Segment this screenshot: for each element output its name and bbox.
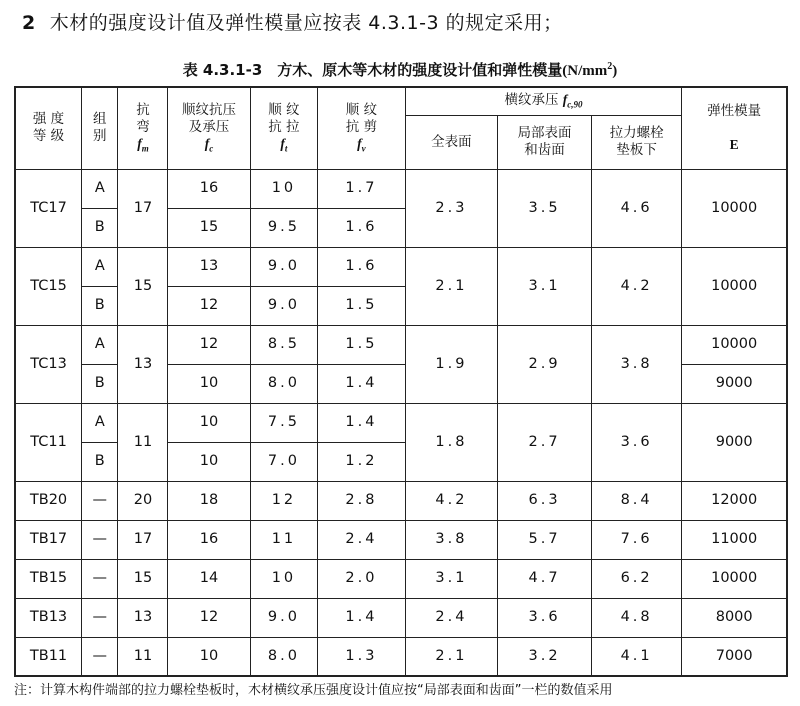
e-cell: 9000 (682, 364, 787, 403)
grade-cell: TC13 (15, 325, 82, 403)
fv-cell: 1.4 (318, 598, 405, 637)
e-cell: 7000 (682, 637, 787, 676)
table-row (15, 637, 787, 676)
section-text: 木材的强度设计值及弹性模量应按表 4.3.1-3 的规定采用； (49, 12, 563, 34)
header-full: 全表面 (405, 115, 498, 169)
group-cell: A (82, 247, 118, 286)
partial-cell: 3.1 (498, 247, 592, 325)
table-row (15, 481, 787, 520)
fc-cell: 12 (168, 598, 250, 637)
fc-cell: 14 (168, 559, 250, 598)
fc-cell: 10 (168, 442, 250, 481)
fm-cell: 20 (118, 481, 168, 520)
fc-cell: 13 (168, 247, 250, 286)
header-ft: 顺 纹 抗 拉 $f_t$ (250, 87, 318, 169)
header-fc: 顺纹抗压 及承压 $f_c$ (168, 87, 250, 169)
full-cell: 3.1 (405, 559, 498, 598)
fm-cell: 13 (118, 598, 168, 637)
fv-cell: 1.5 (318, 286, 405, 325)
fv-cell: 1.5 (318, 325, 405, 364)
header-fm: 抗 弯 $f_m$ (118, 87, 168, 169)
bolt-cell: 4.2 (591, 247, 682, 325)
grade-cell: TC11 (15, 403, 82, 481)
group-cell: A (82, 403, 118, 442)
bolt-cell: 6.2 (591, 559, 682, 598)
table-body (15, 169, 787, 676)
section-heading (22, 8, 563, 35)
bolt-cell: 4.1 (591, 637, 682, 676)
ft-cell: 8.5 (250, 325, 318, 364)
fv-cell: 1.6 (318, 208, 405, 247)
fv-cell: 1.6 (318, 247, 405, 286)
bolt-cell: 3.6 (591, 403, 682, 481)
full-cell: 4.2 (405, 481, 498, 520)
grade-cell: TB20 (15, 481, 82, 520)
e-cell: 10000 (682, 247, 787, 325)
bolt-cell: 7.6 (591, 520, 682, 559)
full-cell: 2.3 (405, 169, 498, 247)
section-number: 2 (22, 12, 36, 34)
header-e: 弹性模量 E (682, 87, 787, 169)
fm-cell: 15 (118, 247, 168, 325)
ft-cell: 7.5 (250, 403, 318, 442)
caption-title: 表 4.3.1-3 方木、原木等木材的强度设计值和弹性模量 (182, 61, 563, 79)
ft-cell: 8.0 (250, 364, 318, 403)
fm-cell: 11 (118, 403, 168, 481)
partial-cell: 3.5 (498, 169, 592, 247)
fc-cell: 16 (168, 520, 250, 559)
table-row (15, 598, 787, 637)
partial-cell: 2.7 (498, 403, 592, 481)
ft-cell: 9.0 (250, 247, 318, 286)
table-row (15, 403, 787, 442)
full-cell: 1.8 (405, 403, 498, 481)
fv-cell: 1.2 (318, 442, 405, 481)
bolt-cell: 3.8 (591, 325, 682, 403)
fc-cell: 10 (168, 364, 250, 403)
caption-unit: $(N/mm^2)$ (562, 61, 618, 79)
full-cell: 3.8 (405, 520, 498, 559)
fm-cell: 13 (118, 325, 168, 403)
fm-cell: 15 (118, 559, 168, 598)
fv-cell: 2.8 (318, 481, 405, 520)
fc-cell: 12 (168, 286, 250, 325)
table-row (15, 247, 787, 286)
group-cell: — (82, 637, 118, 676)
e-cell: 9000 (682, 403, 787, 481)
bolt-cell: 4.8 (591, 598, 682, 637)
e-cell: 12000 (682, 481, 787, 520)
fc-cell: 12 (168, 325, 250, 364)
fv-cell: 1.3 (318, 637, 405, 676)
full-cell: 1.9 (405, 325, 498, 403)
bolt-cell: 8.4 (591, 481, 682, 520)
grade-cell: TB15 (15, 559, 82, 598)
full-cell: 2.4 (405, 598, 498, 637)
group-cell: — (82, 481, 118, 520)
partial-cell: 4.7 (498, 559, 592, 598)
group-cell: B (82, 442, 118, 481)
e-cell: 11000 (682, 520, 787, 559)
fc-cell: 10 (168, 637, 250, 676)
fv-cell: 2.0 (318, 559, 405, 598)
header-fc90: 横纹承压 $f_{c,90}$ (405, 87, 682, 115)
group-cell: A (82, 325, 118, 364)
header-grade: 强 度 等 级 (15, 87, 82, 169)
e-cell: 10000 (682, 559, 787, 598)
full-cell: 2.1 (405, 637, 498, 676)
header-bolt: 拉力螺栓 垫板下 (591, 115, 682, 169)
table-row (15, 520, 787, 559)
partial-cell: 3.6 (498, 598, 592, 637)
table-caption (0, 59, 800, 80)
partial-cell: 5.7 (498, 520, 592, 559)
table-row (15, 325, 787, 364)
fm-cell: 17 (118, 520, 168, 559)
ft-cell: 12 (250, 481, 318, 520)
fv-cell: 1.4 (318, 403, 405, 442)
fc-cell: 16 (168, 169, 250, 208)
fv-cell: 1.7 (318, 169, 405, 208)
table-row (15, 169, 787, 208)
ft-cell: 9.0 (250, 598, 318, 637)
header-group: 组 别 (82, 87, 118, 169)
ft-cell: 9.0 (250, 286, 318, 325)
ft-cell: 11 (250, 520, 318, 559)
header-fv: 顺 纹 抗 剪 $f_v$ (318, 87, 405, 169)
group-cell: — (82, 559, 118, 598)
group-cell: B (82, 286, 118, 325)
fc-cell: 15 (168, 208, 250, 247)
grade-cell: TC15 (15, 247, 82, 325)
table-row (15, 559, 787, 598)
grade-cell: TC17 (15, 169, 82, 247)
partial-cell: 2.9 (498, 325, 592, 403)
fm-cell: 11 (118, 637, 168, 676)
e-cell: 8000 (682, 598, 787, 637)
full-cell: 2.1 (405, 247, 498, 325)
group-cell: A (82, 169, 118, 208)
ft-cell: 8.0 (250, 637, 318, 676)
header-partial: 局部表面 和齿面 (498, 115, 592, 169)
ft-cell: 9.5 (250, 208, 318, 247)
partial-cell: 6.3 (498, 481, 592, 520)
strength-table (14, 86, 788, 677)
group-cell: — (82, 520, 118, 559)
ft-cell: 7.0 (250, 442, 318, 481)
fm-cell: 17 (118, 169, 168, 247)
group-cell: B (82, 208, 118, 247)
fc-cell: 18 (168, 481, 250, 520)
e-cell: 10000 (682, 169, 787, 247)
ft-cell: 10 (250, 559, 318, 598)
table-note: 注：计算木构件端部的拉力螺栓垫板时，木材横纹承压强度设计值应按“局部表面和齿面”一栏的数值采用 (14, 683, 613, 698)
group-cell: B (82, 364, 118, 403)
fv-cell: 1.4 (318, 364, 405, 403)
group-cell: — (82, 598, 118, 637)
bolt-cell: 4.6 (591, 169, 682, 247)
grade-cell: TB13 (15, 598, 82, 637)
e-cell: 10000 (682, 325, 787, 364)
fc-cell: 10 (168, 403, 250, 442)
grade-cell: TB11 (15, 637, 82, 676)
ft-cell: 10 (250, 169, 318, 208)
grade-cell: TB17 (15, 520, 82, 559)
fv-cell: 2.4 (318, 520, 405, 559)
partial-cell: 3.2 (498, 637, 592, 676)
